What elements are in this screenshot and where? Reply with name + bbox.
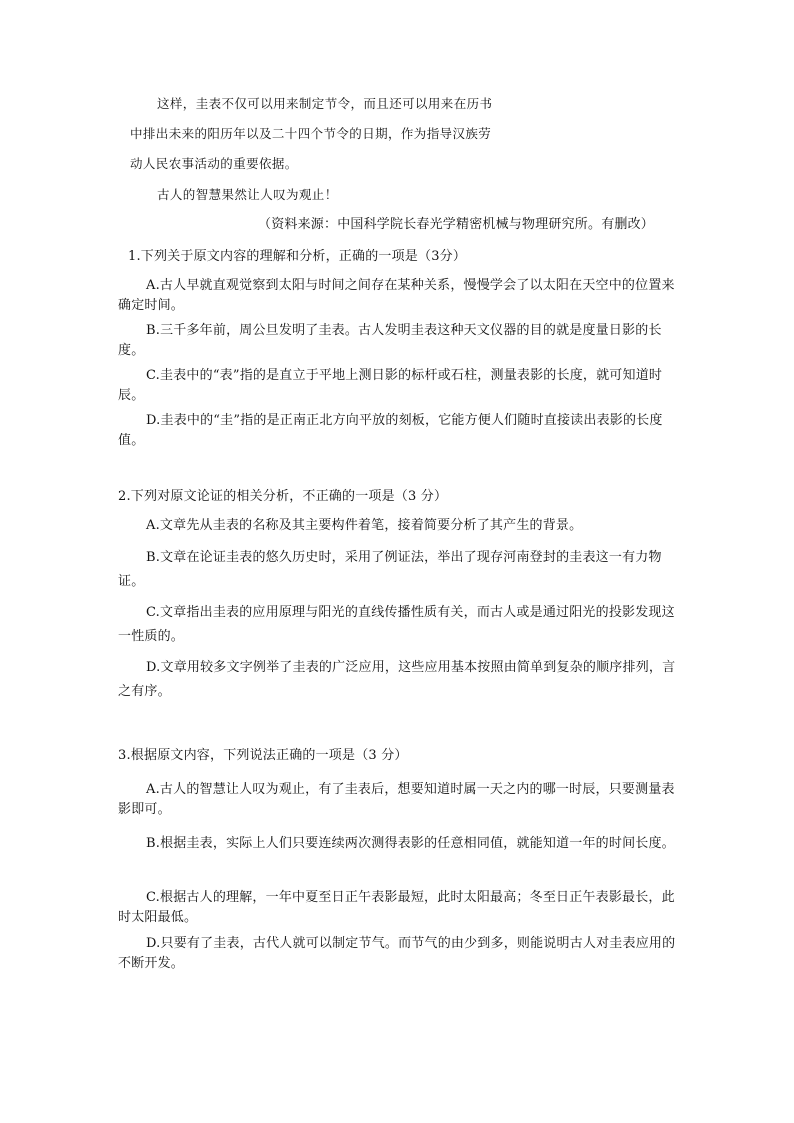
question-3-option-d: D.只要有了圭表，古代人就可以制定节气。而节气的由少到多，则能说明古人对圭表应用的不断开发。	[118, 936, 676, 971]
continuation-line-1: 这样，圭表不仅可以用来制定节令，而且还可以用来在历书	[157, 96, 493, 111]
question-1-option-d: D.圭表中的“圭”指的是正南正北方向平放的刻板，它能方便人们随时直接读出表影的长度值。	[118, 413, 663, 448]
question-2-option-c: C.文章指出圭表的应用原理与阳光的直线传播性质有关，而古人或是通过阳光的投影发现这一性质的。	[118, 605, 675, 644]
question-2-option-b: B.文章在论证圭表的悠久历史时，采用了例证法，举出了现存河南登封的圭表这一有力物证。	[118, 550, 662, 589]
question-3-option-c: C.根据古人的理解，一年中夏至日正午表影最短，此时太阳最高；冬至日正午表影最长，此时太阳最低。	[118, 890, 675, 925]
continuation-line-3: 动人民农事活动的重要依据。	[130, 156, 298, 171]
question-1-stem: 1.下列关于原文内容的理解和分析，正确的一项是（3分）	[128, 249, 467, 264]
question-2-option-a: A.文章先从圭表的名称及其主要构件着笔，接着简要分析了其产生的背景。	[146, 518, 583, 533]
question-2-stem: 2.下列对原文论证的相关分析，不正确的一项是（3 分）	[118, 489, 448, 504]
source-note: （资料来源：中国科学院长春光学精密机械与物理研究所。有删改）	[258, 217, 655, 232]
continuation-line-4: 古人的智慧果然让人叹为观止！	[157, 187, 338, 202]
question-3-stem: 3.根据原文内容，下列说法正确的一项是（3 分）	[118, 748, 408, 763]
question-1-option-b: B.三千多年前，周公旦发明了圭表。古人发明圭表这种天文仪器的目的就是度量日影的长度。	[118, 323, 662, 358]
question-3-option-b: B.根据圭表，实际上人们只要连续两次测得表影的任意相同值，就能知道一年的时间长度。	[146, 836, 675, 851]
question-1-option-a: A.古人早就直观觉察到太阳与时间之间存在某种关系，慢慢学会了以太阳在天空中的位置来确定时间。	[118, 278, 675, 313]
continuation-line-2: 中排出未来的阳历年以及二十四个节令的日期，作为指导汉族劳	[130, 126, 492, 141]
question-1-option-c: C.圭表中的“表”指的是直立于平地上测日影的标杆或石柱，测量表影的长度，就可知道时辰。	[118, 368, 663, 403]
question-3-option-a: A.古人的智慧让人叹为观止，有了圭表后，想要知道时属一天之内的哪一时辰，只要测量表影即可。	[118, 782, 675, 817]
question-2-option-d: D.文章用较多文字例举了圭表的广泛应用，这些应用基本按照由简单到复杂的顺序排列，言之有序。	[118, 660, 676, 699]
